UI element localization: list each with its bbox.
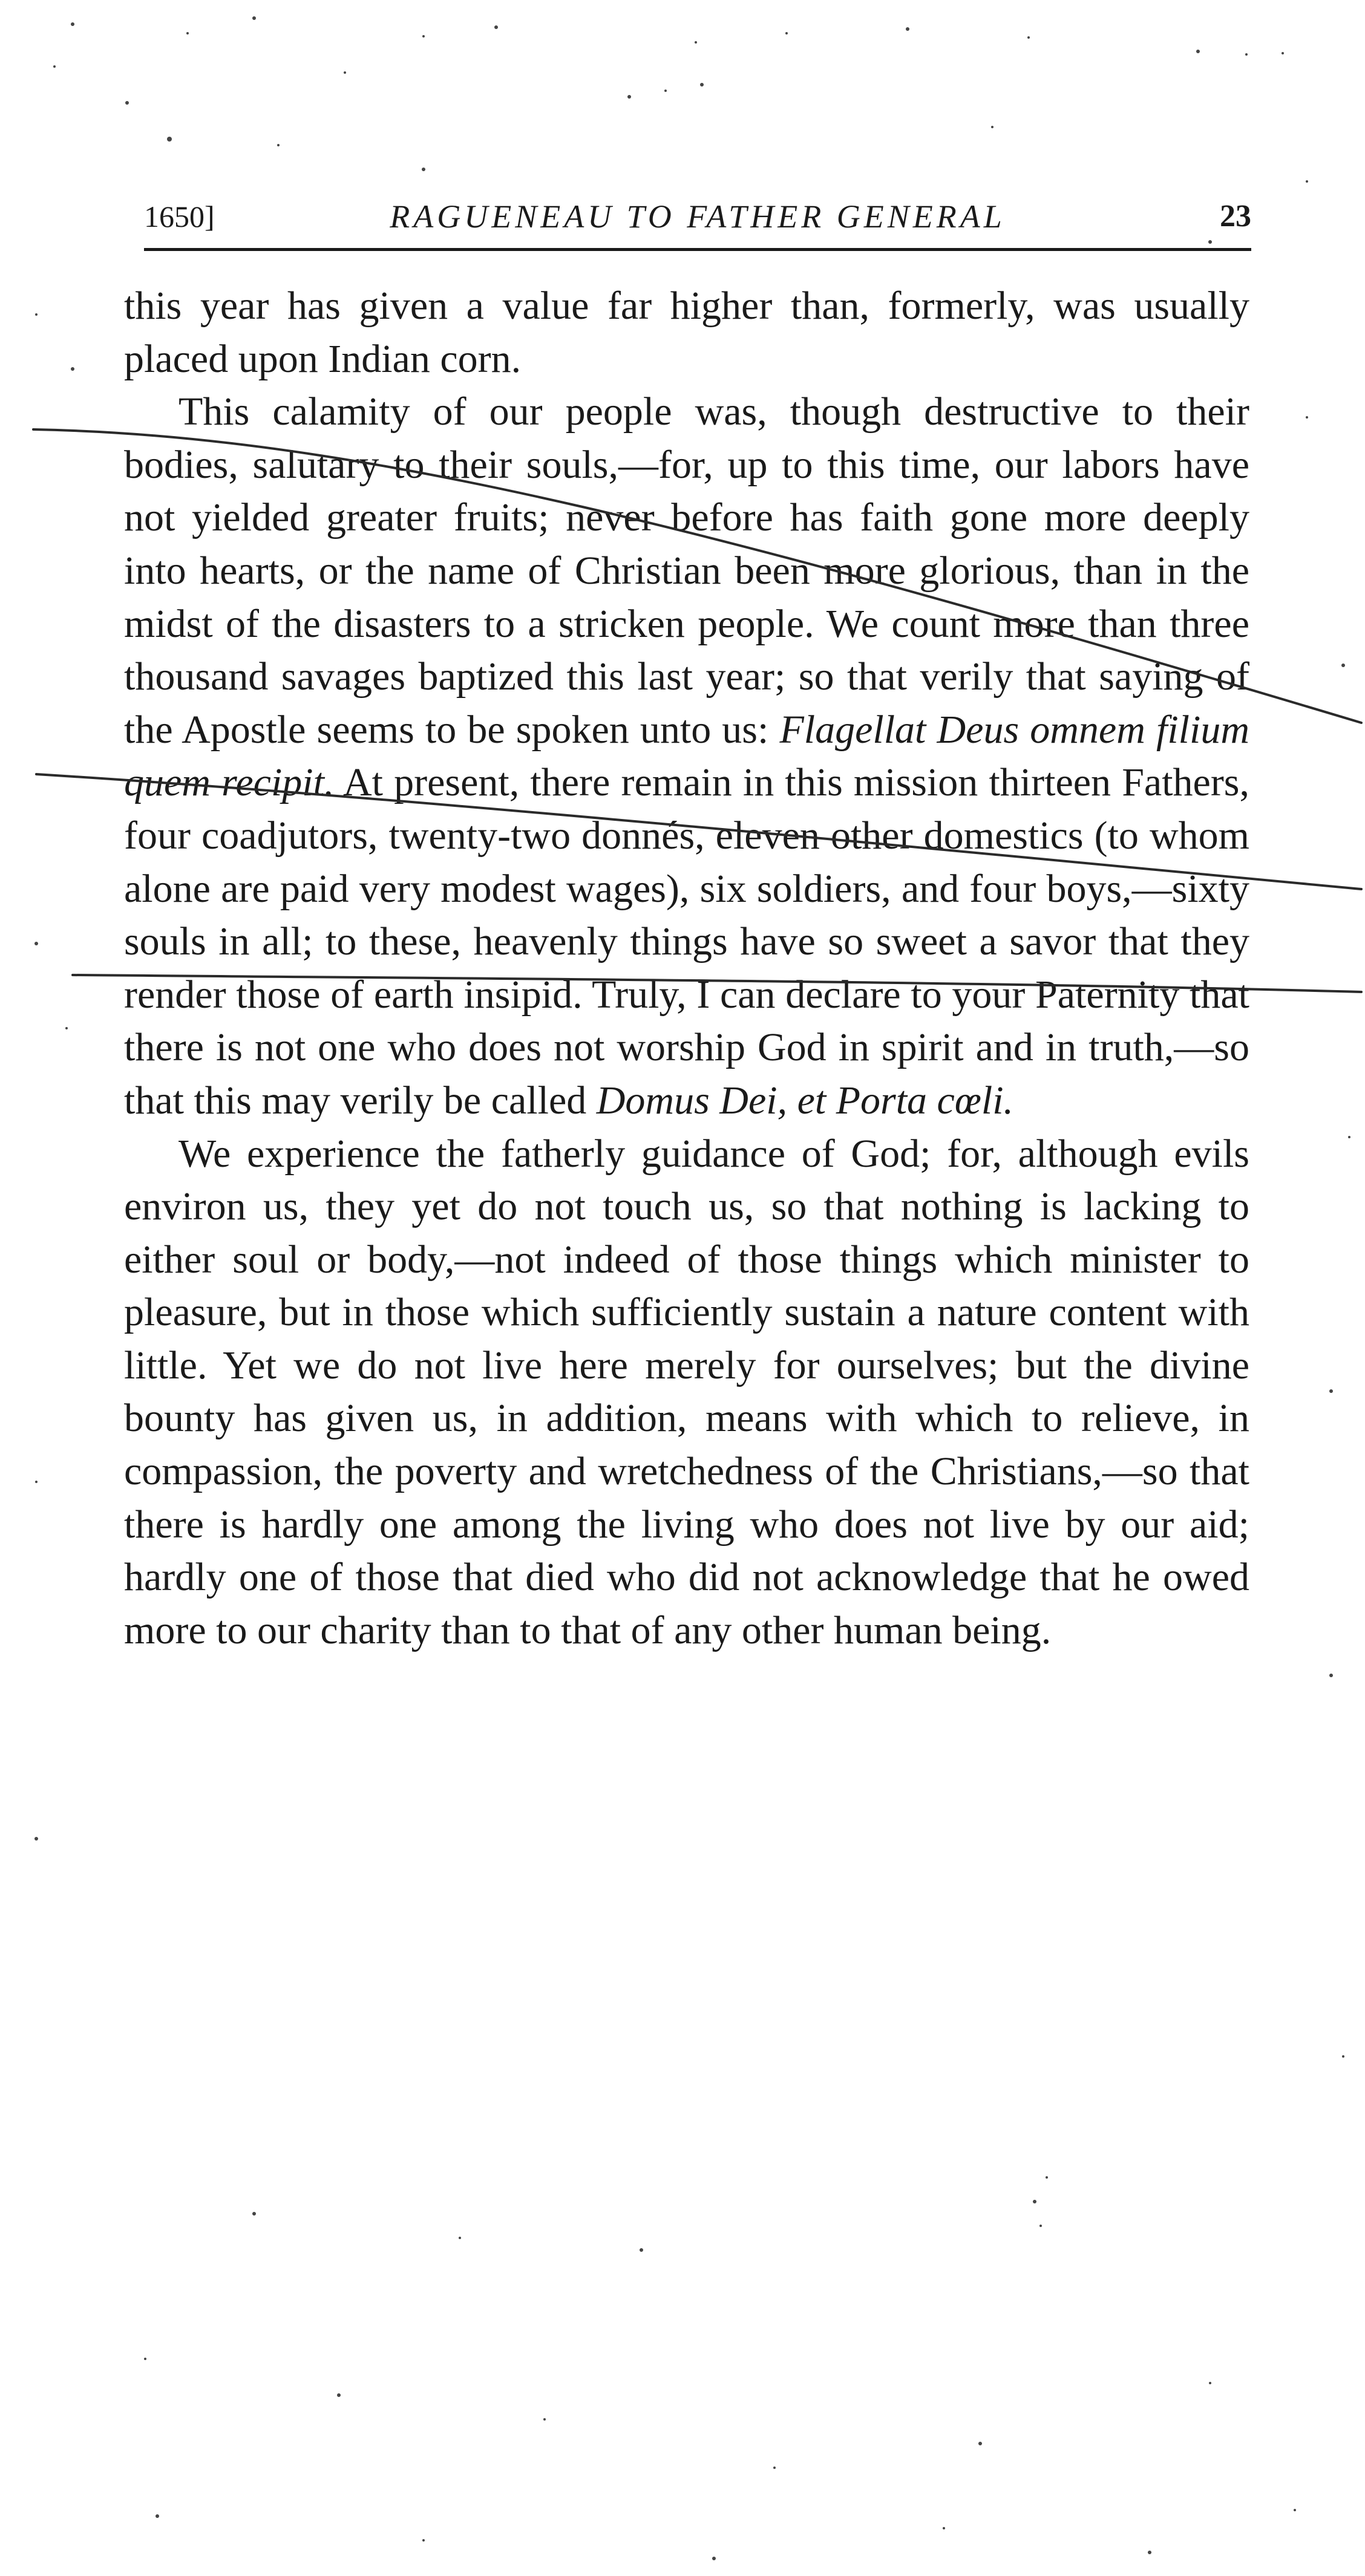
header-year: 1650] (144, 200, 215, 233)
page-number: 23 (1220, 199, 1251, 233)
running-header (144, 192, 1251, 241)
paragraph-2-text-a: This calamity of our people was, though destructive to their bodies, salutary to their souls,—for, up to this time, our labors have not yielded greater fruits; never before has faith gone more deeply into hearts, or the name of Christian been more glorious, than in the midst of the disasters to a stricken people. We count more than three thousand savages baptized this last year; so that verily that saying of the Apostle seems to be spoken unto us: (124, 390, 1249, 752)
header-rule (144, 248, 1251, 251)
paragraph-2 (124, 385, 1249, 1127)
latin-quote-domus-dei: Domus Dei, et Porta cœli. (596, 1078, 1014, 1123)
paragraph-1: this year has given a value far higher than, formerly, was usually placed upon Indian corn. (124, 284, 1249, 381)
paragraph-2-text-b: At present, there remain in this mission thirteen Fathers, four coadjutors, twenty-two donnés, eleven other domestics (to whom alone are paid very modest wages), six soldiers, and four boys,—sixty souls in all; to these, heavenly things have so sweet a savor that they render those of earth insipid. Truly, I can declare to your Paternity that there is not one who does not worship God in spirit and in truth,—so that this may verily be called (124, 760, 1249, 1123)
paragraph-3: We experience the fatherly guidance of God; for, although evils environ us, they yet do not touch us, so that nothing is lacking to either soul or body,—not indeed of those things which minister to pleasure, but in those which sufficiently sustain a nature content with little. Yet we do not live here merely for ourselves; but the divine bounty has given us, in addition, means with which to relieve, in compassion, the poverty and wretchedness of the Christians,—so that there is hardly one among the living who does not live by our aid; hardly one of those that died who did not acknowledge that he owed more to our charity than to that of any other human being. (124, 1131, 1249, 1652)
latin-quote-flagellat: Flagellat Deus omnem filium quem recipit. (124, 707, 1249, 805)
header-title: RAGUENEAU TO FATHER GENERAL (390, 198, 1006, 235)
body-text (124, 279, 1249, 1657)
